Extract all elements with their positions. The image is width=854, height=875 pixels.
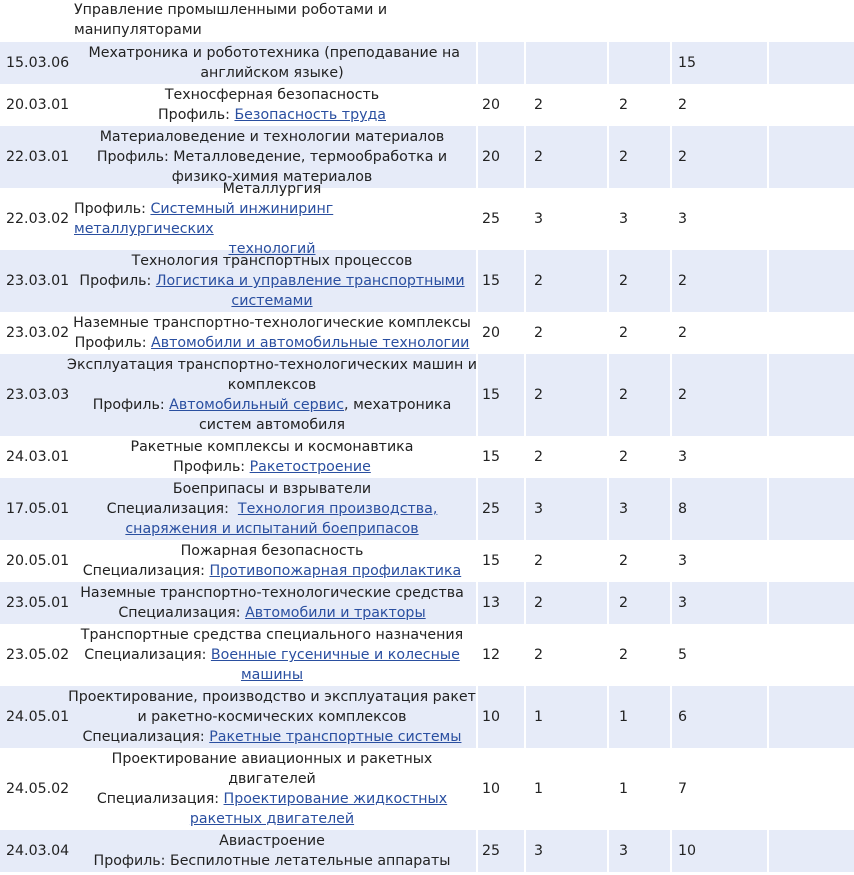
program-code [0, 0, 70, 42]
profile-link[interactable]: Технология производства, [237, 501, 438, 517]
table-row [0, 540, 854, 582]
quota-target: 3 [670, 582, 767, 624]
table-row [0, 436, 854, 478]
quota-special: 2 [524, 624, 607, 686]
program-name-line [118, 603, 425, 623]
empty-cell [767, 84, 852, 126]
quota-total [476, 0, 524, 42]
quota-separate: 2 [607, 84, 670, 126]
quota-special: 2 [524, 312, 607, 354]
program-name-line [190, 809, 354, 829]
program-name [70, 42, 476, 84]
quota-special: 3 [524, 188, 607, 250]
profile-link[interactable]: системами [231, 293, 313, 309]
profile-prefix: Профиль: [173, 459, 250, 475]
program-code: 23.05.02 [6, 647, 70, 663]
profile-prefix: Специализация: [82, 729, 210, 745]
profile-link[interactable]: ракетных двигателей [189, 811, 355, 827]
profile-link[interactable]: Автомобили и тракторы [245, 605, 426, 621]
profile-link[interactable]: машины [240, 667, 304, 683]
quota-total: 25 [476, 830, 524, 872]
line-text: Наземные транспортно-технологические средства [80, 585, 464, 601]
line-text: английском языке) [200, 65, 344, 81]
quota-total: 25 [476, 188, 524, 250]
program-name [70, 436, 476, 478]
program-name-line [228, 375, 316, 395]
quota-separate: 2 [607, 624, 670, 686]
quota-separate: 2 [607, 354, 670, 436]
program-code: 15.03.06 [6, 55, 70, 71]
profile-link[interactable]: снаряжения и испытаний боеприпасов [125, 521, 419, 537]
empty-cell [767, 250, 852, 312]
line-text: Эксплуатация транспортно-технологических машин и [67, 357, 477, 373]
quota-target: 2 [670, 354, 767, 436]
program-code: 24.03.04 [6, 843, 70, 859]
program-name-line [158, 105, 386, 125]
program-name-line [68, 687, 476, 707]
quota-special: 2 [524, 436, 607, 478]
profile-link[interactable]: Автомобили и автомобильные технологии [151, 335, 470, 351]
program-name-line [228, 769, 316, 789]
quota-target: 6 [670, 686, 767, 748]
program-name [70, 478, 476, 540]
empty-cell [767, 312, 852, 354]
program-name-line [74, 199, 470, 239]
program-name-line [125, 519, 418, 539]
line-text: Профиль: Металловедение, термообработка и [96, 149, 448, 165]
program-name-line [132, 251, 413, 271]
program-name-line [84, 645, 460, 665]
quota-total: 12 [476, 624, 524, 686]
quota-special: 3 [524, 478, 607, 540]
program-name-line [73, 313, 471, 333]
quota-separate: 2 [607, 436, 670, 478]
line-text: Технология транспортных процессов [131, 253, 413, 269]
program-name-line [173, 479, 371, 499]
profile-link[interactable]: Безопасность труда [234, 107, 386, 123]
table-row [0, 478, 854, 540]
quota-special: 2 [524, 354, 607, 436]
line-text: Металлургия [222, 181, 322, 197]
quota-total: 20 [476, 312, 524, 354]
empty-cell [767, 582, 852, 624]
quota-special: 2 [524, 582, 607, 624]
quota-special [524, 42, 607, 84]
empty-cell [767, 436, 852, 478]
empty-cell [767, 686, 852, 748]
empty-cell [767, 830, 852, 872]
quota-special: 1 [524, 686, 607, 748]
program-name-line [241, 665, 303, 685]
program-name [70, 250, 476, 312]
line-text: Ракетные комплексы и космонавтика [130, 439, 414, 455]
quota-target: 15 [670, 42, 767, 84]
quota-special: 2 [524, 126, 607, 188]
quota-target: 7 [670, 748, 767, 830]
program-name-line [79, 271, 464, 291]
profile-link[interactable]: Противопожарная профилактика [209, 563, 462, 579]
program-name [67, 354, 477, 436]
profile-prefix: Профиль: [74, 201, 151, 217]
quota-special: 2 [524, 540, 607, 582]
program-name-line [74, 20, 470, 40]
profile-prefix: Профиль: [74, 335, 152, 351]
quota-target: 2 [670, 312, 767, 354]
empty-cell [767, 126, 852, 188]
program-name [70, 540, 476, 582]
table-row [0, 748, 854, 830]
quota-total: 10 [476, 748, 524, 830]
program-code: 23.05.01 [6, 595, 70, 611]
quota-special: 2 [524, 84, 607, 126]
quota-separate: 2 [607, 126, 670, 188]
quota-target [670, 0, 767, 42]
profile-link[interactable]: Автомобильный сервис [169, 397, 345, 413]
quota-separate: 3 [607, 830, 670, 872]
program-name-line [84, 43, 460, 63]
program-name-line [173, 457, 371, 477]
program-code: 20.05.01 [6, 553, 70, 569]
program-name-line [231, 291, 312, 311]
profile-prefix: Специализация: [84, 647, 211, 663]
program-name-line [112, 749, 433, 769]
line-text: манипуляторами [74, 22, 202, 38]
quota-total: 15 [476, 250, 524, 312]
profile-prefix: Профиль: [158, 107, 235, 123]
quota-total: 13 [476, 582, 524, 624]
quota-special [524, 0, 607, 42]
line-text: двигателей [228, 771, 316, 787]
program-code: 23.03.01 [6, 273, 70, 289]
program-code: 20.03.01 [6, 97, 70, 113]
line-text: Профиль: Беспилотные летательные аппараты [93, 853, 451, 869]
program-name-line [107, 499, 438, 519]
program-name-line [100, 127, 445, 147]
empty-cell [767, 0, 852, 42]
empty-cell [767, 478, 852, 540]
line-text: комплексов [227, 377, 317, 393]
program-code: 24.05.02 [6, 781, 70, 797]
program-code: 24.05.01 [6, 709, 70, 725]
program-name [70, 686, 476, 748]
line-text: Техносферная безопасность [164, 87, 380, 103]
table-row [0, 42, 854, 84]
table-row [0, 250, 854, 312]
program-name-line [223, 179, 322, 199]
line-text: Авиастроение [219, 833, 325, 849]
program-code: 23.03.02 [6, 325, 70, 341]
quota-total: 10 [476, 686, 524, 748]
quota-special: 2 [524, 250, 607, 312]
table-row [0, 686, 854, 748]
program-name-line [93, 395, 452, 415]
program-name [70, 624, 476, 686]
program-code: 24.03.01 [6, 449, 70, 465]
empty-cell [767, 748, 852, 830]
quota-target: 8 [670, 478, 767, 540]
program-name-line [219, 831, 325, 851]
empty-cell [767, 42, 852, 84]
profile-link[interactable]: технологий [228, 241, 316, 257]
line-text: систем автомобиля [199, 417, 345, 433]
line-text: Наземные транспортно-технологические комплексы [73, 315, 471, 331]
program-name-line [165, 85, 379, 105]
program-name-line [131, 437, 414, 457]
profile-link[interactable]: Военные гусеничные и колесные [210, 647, 460, 663]
program-name-line [97, 789, 447, 809]
profile-prefix: Профиль: [79, 273, 156, 289]
table-row [0, 312, 854, 354]
table-row [0, 126, 854, 188]
quota-total: 15 [476, 436, 524, 478]
program-name-line [83, 561, 461, 581]
program-name-line [200, 63, 343, 83]
line-text: Транспортные средства специального назначения [80, 627, 464, 643]
program-name [70, 0, 476, 42]
program-code: 22.03.01 [6, 149, 70, 165]
quota-separate: 2 [607, 312, 670, 354]
quota-target: 2 [670, 126, 767, 188]
quota-target: 2 [670, 250, 767, 312]
quota-target: 2 [670, 84, 767, 126]
quota-total: 20 [476, 84, 524, 126]
program-name-line [75, 333, 470, 353]
profile-prefix: Профиль: [92, 397, 170, 413]
line-text: Проектирование, производство и эксплуатация ракет [68, 689, 476, 705]
program-name-line [199, 415, 345, 435]
table-row [0, 84, 854, 126]
line-text: физико-химия материалов [171, 169, 373, 185]
table-row [0, 582, 854, 624]
empty-cell [767, 354, 852, 436]
quota-separate: 1 [607, 748, 670, 830]
line-text: и ракетно-космических комплексов [137, 709, 407, 725]
quota-total: 15 [476, 354, 524, 436]
program-code: 17.05.01 [6, 501, 70, 517]
program-name-line [74, 0, 470, 20]
table-row [0, 0, 854, 42]
profile-link[interactable]: Ракетные транспортные системы [209, 729, 462, 745]
quota-separate [607, 42, 670, 84]
program-name [70, 181, 476, 257]
program-name-line [81, 625, 463, 645]
profile-prefix: Специализация: [106, 501, 238, 517]
program-code: 22.03.02 [6, 211, 70, 227]
profile-suffix: , мехатроника [344, 397, 452, 413]
quota-target: 3 [670, 188, 767, 250]
quota-total: 25 [476, 478, 524, 540]
empty-cell [767, 188, 852, 250]
quota-separate: 2 [607, 540, 670, 582]
table-row [0, 354, 854, 436]
quota-separate [607, 0, 670, 42]
profile-prefix: Специализация: [96, 791, 224, 807]
program-name-line [83, 727, 462, 747]
quota-total: 20 [476, 126, 524, 188]
program-name [70, 748, 476, 830]
program-name-line [97, 147, 447, 167]
table-row [0, 624, 854, 686]
quota-target: 3 [670, 540, 767, 582]
program-name-line [94, 851, 451, 871]
line-text: Пожарная безопасность [180, 543, 364, 559]
profile-link[interactable]: Проектирование жидкостных [223, 791, 448, 807]
program-name-line [80, 583, 464, 603]
line-text: Материаловедение и технологии материалов [99, 129, 445, 145]
program-name-line [67, 355, 477, 375]
quota-separate: 2 [607, 250, 670, 312]
program-name [70, 312, 476, 354]
table-row [0, 181, 854, 257]
quota-total [476, 42, 524, 84]
quota-separate: 3 [607, 188, 670, 250]
line-text: Мехатроника и робототехника (преподавание на [83, 45, 460, 61]
quota-target: 5 [670, 624, 767, 686]
profile-link[interactable]: Логистика и управление транспортными [155, 273, 465, 289]
empty-cell [767, 624, 852, 686]
quota-separate: 3 [607, 478, 670, 540]
quota-target: 3 [670, 436, 767, 478]
quota-total: 15 [476, 540, 524, 582]
quota-target: 10 [670, 830, 767, 872]
program-name [70, 830, 476, 872]
quota-separate: 1 [607, 686, 670, 748]
quota-separate: 2 [607, 582, 670, 624]
quota-special: 3 [524, 830, 607, 872]
program-name [70, 582, 476, 624]
program-name-line [137, 707, 406, 727]
line-text: Боеприпасы и взрыватели [172, 481, 372, 497]
profile-link[interactable]: Ракетостроение [249, 459, 371, 475]
program-name-line [181, 541, 364, 561]
program-code: 23.03.03 [6, 387, 70, 403]
line-text: Управление промышленными роботами и [74, 2, 388, 18]
program-name [70, 84, 476, 126]
profile-prefix: Специализация: [82, 563, 210, 579]
profile-link[interactable]: Системный инжиниринг металлургических [74, 201, 334, 237]
table-row [0, 830, 854, 872]
quota-special: 1 [524, 748, 607, 830]
profile-prefix: Специализация: [118, 605, 246, 621]
line-text: Проектирование авиационных и ракетных [111, 751, 433, 767]
empty-cell [767, 540, 852, 582]
